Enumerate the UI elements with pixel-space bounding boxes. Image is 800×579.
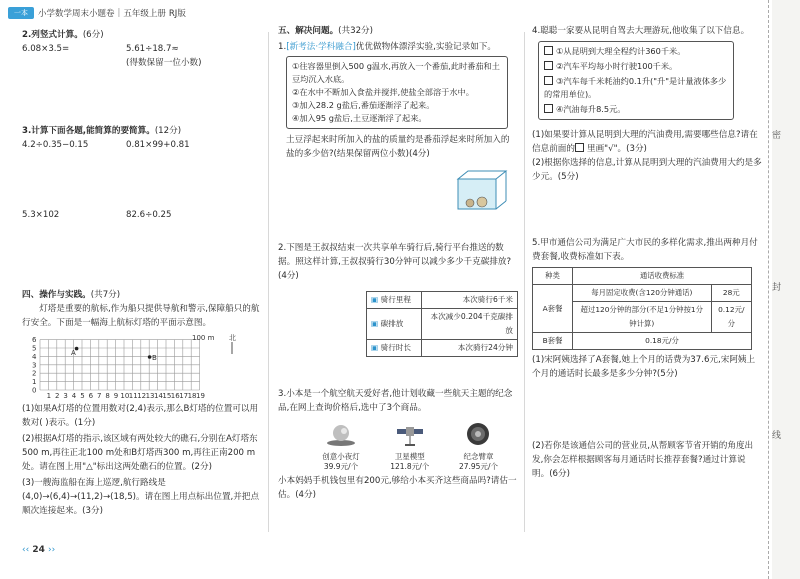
lighthouse-grid-map bbox=[24, 334, 242, 404]
info-box bbox=[538, 41, 734, 120]
product-list bbox=[308, 421, 518, 472]
fee-desc: 超过120分钟的部分(不足1分钟按1分钟计算) bbox=[573, 302, 712, 333]
prev-arrow-icon: ‹‹ bbox=[22, 545, 30, 555]
question-2 bbox=[22, 28, 260, 72]
checkbox[interactable] bbox=[544, 46, 553, 55]
product-price: 121.8元/个 bbox=[390, 462, 430, 471]
table-cell-value: 本次骑行24分钟 bbox=[422, 340, 518, 357]
x-tick-label: 13 bbox=[145, 392, 155, 400]
fee-desc: 每月固定收费(含120分钟通话) bbox=[573, 285, 712, 302]
question-title: 2.列竖式计算。 bbox=[22, 30, 83, 40]
question-text: 土豆浮起来时所加入的盐的质量约是番茄浮起来时所加入的盐的多少倍?(结果保留两位小数)(4分) bbox=[286, 135, 510, 159]
sub-question: (1)如果A灯塔的位置用数对(2,4)表示,那么B灯塔的位置可以用数对( )表示。(1分) bbox=[22, 404, 259, 428]
calc-item: 6.08×3.5= bbox=[22, 44, 70, 54]
sub-question: (1)如果要计算从昆明到大理的汽油费用,需要哪些信息?请在信息前面的 里画"√"。(3分) bbox=[532, 130, 758, 154]
new-format-tag: [新考法·学科融合] bbox=[286, 42, 356, 52]
table-row bbox=[533, 333, 752, 350]
column-divider bbox=[268, 32, 269, 532]
product-item bbox=[308, 421, 374, 472]
sub-question: (2)若你是该通信公司的营业员,从帮顾客节省开销的角度出发,你会怎样根据顾客每月通话时长推荐套餐?通过计算说明。(6分) bbox=[532, 441, 754, 479]
plan-name: B套餐 bbox=[533, 333, 573, 350]
coordinate-grid bbox=[24, 334, 242, 400]
question-text: 3.小本是一个航空航天爱好者,他计划收藏一些航天主题的纪念品,在网上查询价格后,选中了3个商品。 bbox=[278, 389, 513, 413]
checkbox[interactable] bbox=[544, 76, 553, 85]
product-name: 卫星模型 bbox=[394, 452, 425, 461]
product-price: 39.9元/个 bbox=[323, 462, 359, 471]
info-item: ③汽车每千米耗油约0.1升("升"是计量液体多少的常用单位)。 bbox=[544, 76, 727, 99]
question-title: 4.聪聪一家要从昆明自驾去大理游玩,他收集了以下信息。 bbox=[532, 26, 750, 36]
table-cell-label: ▣ 骑行里程 bbox=[367, 292, 422, 309]
ride-data-table bbox=[366, 291, 518, 357]
x-tick-label: 12 bbox=[137, 392, 147, 400]
section-4 bbox=[22, 288, 260, 330]
calc-item: 5.61÷18.7≈ bbox=[126, 44, 179, 54]
table-cell-value: 本次减少0.204千克碳排放 bbox=[422, 309, 518, 340]
sub-question: (2)根据你选择的信息,计算从昆明到大理的汽油费用大约是多少元。(5分) bbox=[532, 158, 762, 182]
product-name: 纪念臂章 bbox=[463, 452, 494, 461]
x-tick-label: 15 bbox=[162, 392, 172, 400]
section-title: 五、解决问题。 bbox=[278, 26, 339, 36]
x-tick-label: 3 bbox=[63, 392, 68, 400]
product-price: 27.95元/个 bbox=[458, 462, 498, 471]
binding-mark: 封 bbox=[772, 283, 782, 293]
column-right bbox=[532, 24, 762, 481]
section-points: (共32分) bbox=[338, 26, 374, 36]
arm-badge-image bbox=[461, 421, 495, 447]
calc-item: 0.81×99+0.81 bbox=[126, 140, 190, 150]
section-points: (共7分) bbox=[90, 290, 121, 300]
header-separator: | bbox=[117, 8, 121, 18]
binding-line bbox=[768, 0, 769, 579]
x-tick-label: 11 bbox=[128, 392, 138, 400]
table-cell-value: 本次骑行6千米 bbox=[422, 292, 518, 309]
y-tick-label: 1 bbox=[32, 378, 37, 387]
question-intro: 优优做物体漂浮实验,实验记录如下。 bbox=[355, 42, 497, 52]
x-tick-label: 18 bbox=[187, 392, 197, 400]
sub-question: (2)根据A灯塔的指示,该区域有两处较大的礁石,分别在A灯塔东500 m,再往正北100 m处和B灯塔西300 m,再往正南200 m处。请在图上用"△"标出这两处礁石的位置。(2分) bbox=[22, 434, 258, 472]
point-a-label: A bbox=[71, 349, 76, 357]
calc-item: 4.2÷0.35−0.15 bbox=[22, 140, 89, 150]
question-text: 2.下图是王叔叔结束一次共享单车骑行后,骑行平台推送的数据。照这样计算,王叔叔骑行30分钟可以减少多少千克碳排放?(4分) bbox=[278, 243, 512, 281]
point-b-dot bbox=[148, 355, 152, 359]
info-item: ④汽油每升8.5元。 bbox=[544, 103, 728, 116]
y-tick-label: 5 bbox=[32, 344, 37, 353]
page-header bbox=[8, 4, 186, 22]
checkbox[interactable] bbox=[544, 104, 553, 113]
experiment-record-box bbox=[286, 56, 508, 129]
brand-logo: 一本 bbox=[8, 7, 34, 19]
plan-name: A套餐 bbox=[533, 285, 573, 333]
x-tick-label: 5 bbox=[80, 392, 85, 400]
x-tick-label: 1 bbox=[46, 392, 52, 400]
table-row bbox=[367, 340, 518, 357]
y-tick-label: 6 bbox=[32, 336, 37, 345]
book-title: 小学数学周末小题卷 bbox=[38, 9, 115, 19]
binding-mark: 线 bbox=[772, 431, 782, 441]
point-b-label: B bbox=[152, 354, 157, 362]
grade-label: 五年级上册 bbox=[123, 9, 166, 19]
table-row bbox=[367, 309, 518, 340]
column-divider bbox=[524, 32, 525, 532]
x-tick-label: 17 bbox=[179, 392, 189, 400]
fee-value: 28元 bbox=[711, 285, 751, 302]
x-tick-label: 10 bbox=[120, 392, 130, 400]
binding-mark: 密 bbox=[772, 131, 782, 141]
checkbox[interactable] bbox=[544, 61, 553, 70]
satellite-model-image bbox=[393, 421, 427, 447]
fee-standard-table bbox=[532, 267, 752, 350]
table-header: 种类 bbox=[533, 268, 573, 285]
x-tick-label: 16 bbox=[170, 392, 180, 400]
x-tick-label: 7 bbox=[97, 392, 102, 400]
x-tick-label: 19 bbox=[196, 392, 205, 400]
y-tick-label: 0 bbox=[32, 386, 37, 395]
x-tick-label: 8 bbox=[105, 392, 110, 400]
calc-note: (得数保留一位小数) bbox=[126, 58, 202, 68]
info-item: ①从昆明到大理全程约计360千米。 bbox=[544, 45, 728, 58]
x-tick-label: 6 bbox=[88, 392, 94, 400]
question-text: 小本妈妈手机钱包里有200元,够给小本买齐这些商品吗?请估一估。(4分) bbox=[278, 476, 517, 500]
question-points: (12分) bbox=[154, 126, 182, 136]
question-title: 5.甲市通信公司为满足广大市民的多样化需求,推出两种月付费套餐,收费标准如下表。 bbox=[532, 238, 758, 262]
checkbox-symbol bbox=[575, 143, 584, 152]
table-cell-label: ▣ 骑行时长 bbox=[367, 340, 422, 357]
sub-question: (1)宋阿姨选择了A套餐,她上个月的话费为37.6元,宋阿姨上个月的通话时长最多是多少分钟?(5分) bbox=[532, 355, 756, 379]
table-row bbox=[533, 285, 752, 302]
next-arrow-icon: ›› bbox=[48, 545, 56, 555]
page-number: ‹‹ 24 ›› bbox=[22, 545, 56, 555]
table-header-row bbox=[533, 268, 752, 285]
calc-item: 82.6÷0.25 bbox=[126, 210, 172, 220]
table-cell-label: ▣ 碳排放 bbox=[367, 309, 422, 340]
x-tick-label: 14 bbox=[154, 392, 163, 400]
section-intro: 灯塔是重要的航标,作为船只提供导航和警示,保障船只的航行安全。下面是一幅海上航标灯塔的平面示意图。 bbox=[22, 304, 260, 328]
edition-label: RJ版 bbox=[168, 9, 186, 19]
night-light-image bbox=[324, 421, 358, 447]
x-tick-label: 9 bbox=[113, 392, 119, 400]
experiment-step: ③加入28.2 g盐后,番茄逐渐浮了起来。 bbox=[292, 100, 435, 110]
y-tick-label: 3 bbox=[32, 361, 37, 370]
product-name: 创意小夜灯 bbox=[322, 452, 360, 461]
question-3 bbox=[22, 124, 260, 238]
question-points: (6分) bbox=[82, 30, 104, 40]
experiment-step: ②在水中不断加入食盐并搅拌,使盐全部溶于水中。 bbox=[292, 87, 474, 97]
table-row bbox=[367, 292, 518, 309]
fee-value: 0.12元/分 bbox=[711, 302, 751, 333]
product-item bbox=[445, 421, 511, 472]
fee-value: 0.18元/分 bbox=[573, 333, 752, 350]
water-tank-illustration bbox=[454, 167, 508, 211]
product-item bbox=[377, 421, 443, 472]
section-title: 四、操作与实践。 bbox=[22, 290, 91, 300]
sub-question: (3)一艘海监船在海上巡逻,航行路线是(4,0)→(6,4)→(11,2)→(18,5)。请在图上用点标出位置,并把点顺次连接起来。(3分) bbox=[22, 478, 260, 516]
north-label: 北 bbox=[229, 334, 236, 342]
section-4-questions bbox=[22, 402, 260, 518]
info-item: ②汽车平均每小时行驶100千米。 bbox=[544, 60, 728, 73]
experiment-step: ①往容器里倒入500 g温水,再放入一个番茄,此时番茄和土豆均沉入水底。 bbox=[292, 61, 500, 84]
experiment-step: ④加入95 g盐后,土豆逐渐浮了起来。 bbox=[292, 113, 427, 123]
calc-item: 5.3×102 bbox=[22, 210, 60, 220]
scale-label: 100 m bbox=[192, 334, 215, 342]
question-title: 3.计算下面各题,能简算的要简算。 bbox=[22, 126, 155, 136]
table-header: 通话收费标准 bbox=[573, 268, 752, 285]
x-tick-label: 4 bbox=[71, 392, 77, 400]
column-middle: 五、解决问题。(共32分) 1.[新考法·学科融合]优优做物体漂浮实验,实验记录如下。 ①往容器里倒入500 g温水,再放入一个番茄,此时番茄和土豆均沉入水底。 ②在水中不断加入食盐并搅拌,使盐全部溶于水中。 ③加入28.2 g盐后,番茄逐渐浮了起来。 ④加入95 g盐后,土豆逐渐浮了起来。 土豆浮起来时所加入的盐的质量约是番茄浮起来时所加入的盐的多少倍?(结果保留两位小数)(4分) 2.下图是王叔叔结束一次共享单车骑行后,骑行平台推送的数据。照这样计算,王叔叔骑行30分钟可以减少多少千克碳排放?(4分) ▣ 骑行里程 本次骑行6千米 ▣ 碳排放 本次减少0.204千克碳排放 ▣ 骑行时长 本次骑行24分钟 3.小本是一个航空航天爱好者,他计划收藏一些航天主题的纪念品,在网上查询价格后,选中了3个商品。 创意小夜灯 39.9元/个 卫星模型 121.8元/个 纪念臂章 27.95元/个 小本妈妈手机钱包里有200元,够给小本买齐这些商品吗?请估一估。(4分) bbox=[278, 26, 517, 500]
y-tick-label: 4 bbox=[32, 352, 37, 361]
y-tick-label: 2 bbox=[32, 369, 37, 378]
x-tick-label: 2 bbox=[55, 392, 60, 400]
